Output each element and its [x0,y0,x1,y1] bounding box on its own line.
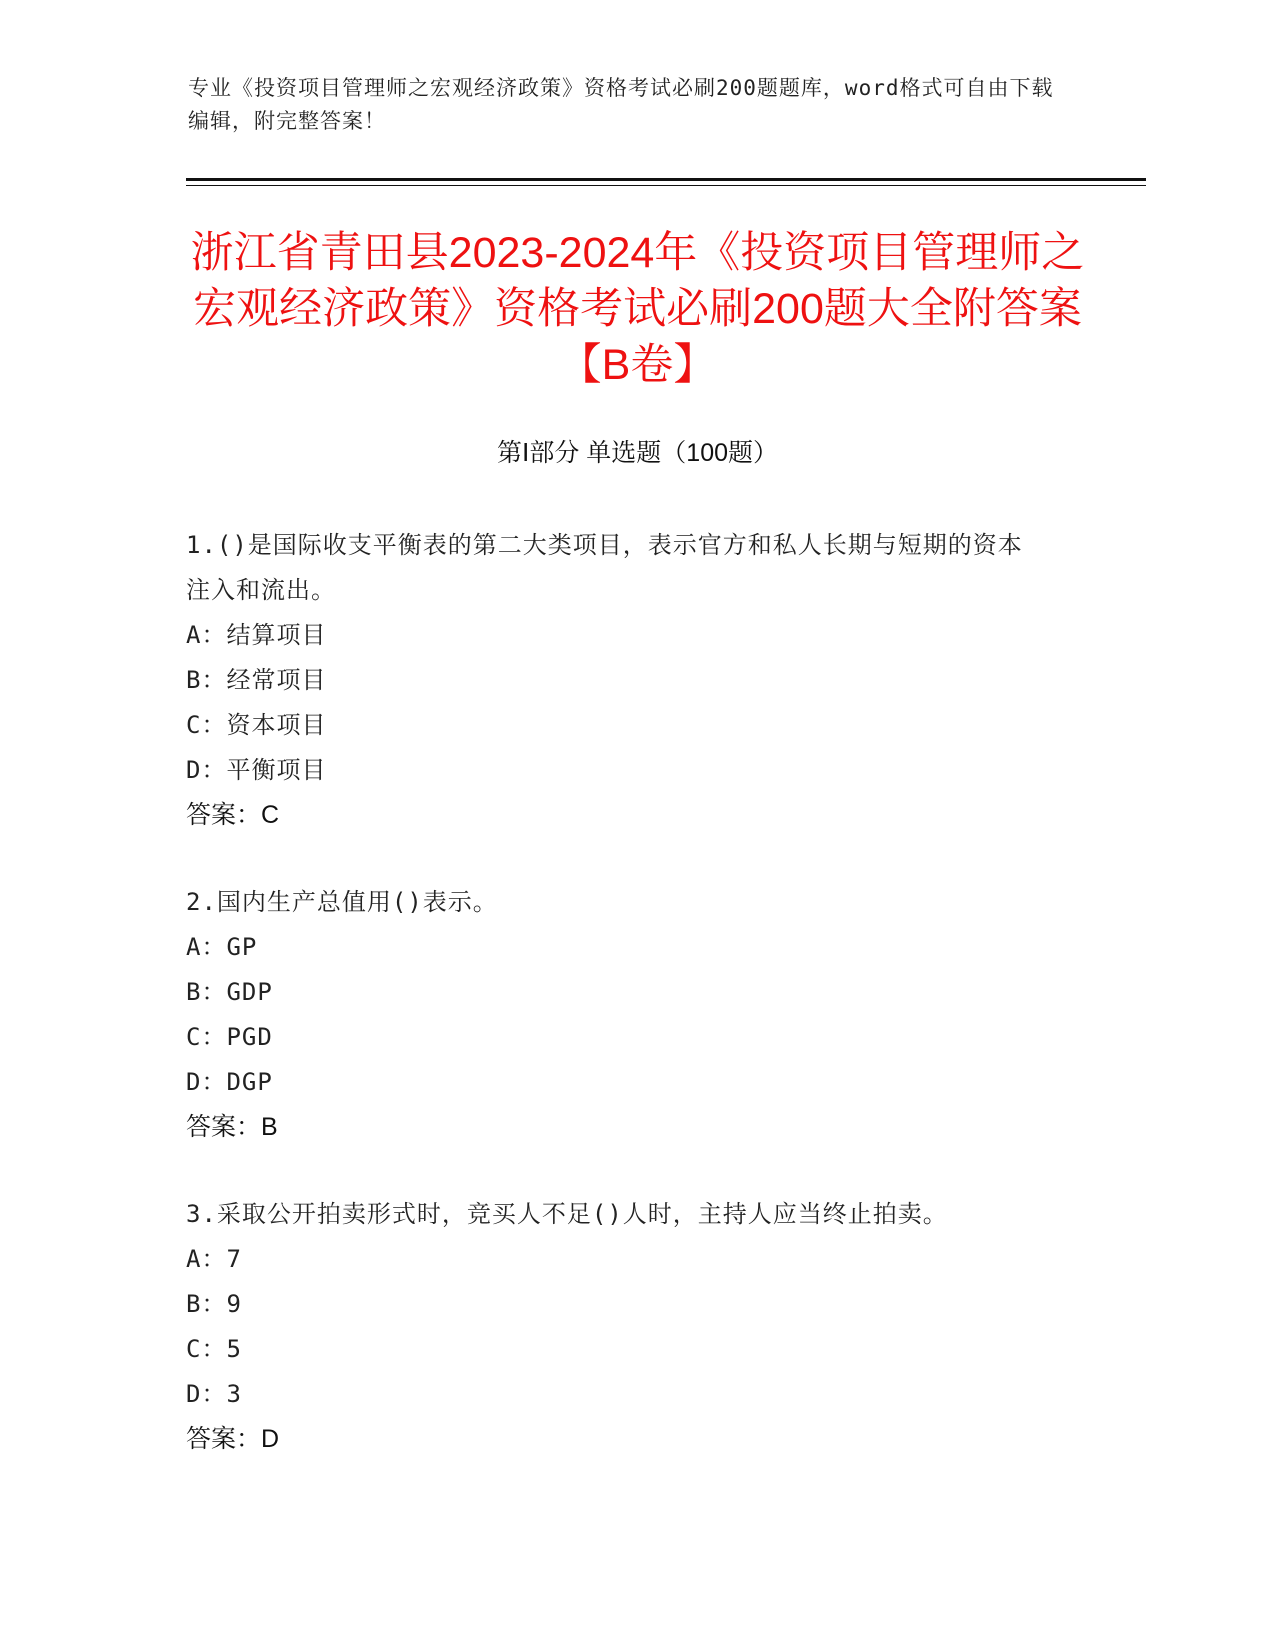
question-1 [186,523,1086,837]
document-title: 浙江省青田县2023-2024年《投资项目管理师之宏观经济政策》资格考试必刷200题大全附答案【B卷】 [190,229,1085,389]
option-b: B：9 [186,1290,242,1318]
header-note: 专业《投资项目管理师之宏观经济政策》资格考试必刷200题题库，word格式可自由下载编辑，附完整答案！ [188,76,1054,133]
section-title: 第Ⅰ部分 单选题（100题） [496,439,779,467]
option-a: A：GP [186,933,258,961]
option-d: D：3 [186,1380,242,1408]
header-rule-thick [186,178,1146,181]
header-rule-thin [186,185,1146,186]
option-a: A：7 [186,1245,242,1273]
question-3 [186,1192,1086,1461]
answer: 答案：D [186,1425,280,1453]
answer: 答案：B [186,1113,278,1141]
option-c: C：PGD [186,1023,273,1051]
option-a: A：结算项目 [186,621,327,649]
answer: 答案：C [186,801,280,829]
option-d: D：平衡项目 [186,756,327,784]
question-stem: 1.()是国际收支平衡表的第二大类项目，表示官方和私人长期与短期的资本注入和流出。 [186,531,1023,604]
option-b: B：GDP [186,978,273,1006]
option-c: C：资本项目 [186,711,327,739]
option-b: B：经常项目 [186,666,327,694]
option-d: D：DGP [186,1068,273,1096]
option-c: C：5 [186,1335,242,1363]
question-stem: 3.采取公开拍卖形式时，竞买人不足()人时，主持人应当终止拍卖。 [186,1200,948,1228]
question-stem: 2.国内生产总值用()表示。 [186,888,498,916]
question-2 [186,880,1086,1149]
question-list [186,523,1086,1504]
